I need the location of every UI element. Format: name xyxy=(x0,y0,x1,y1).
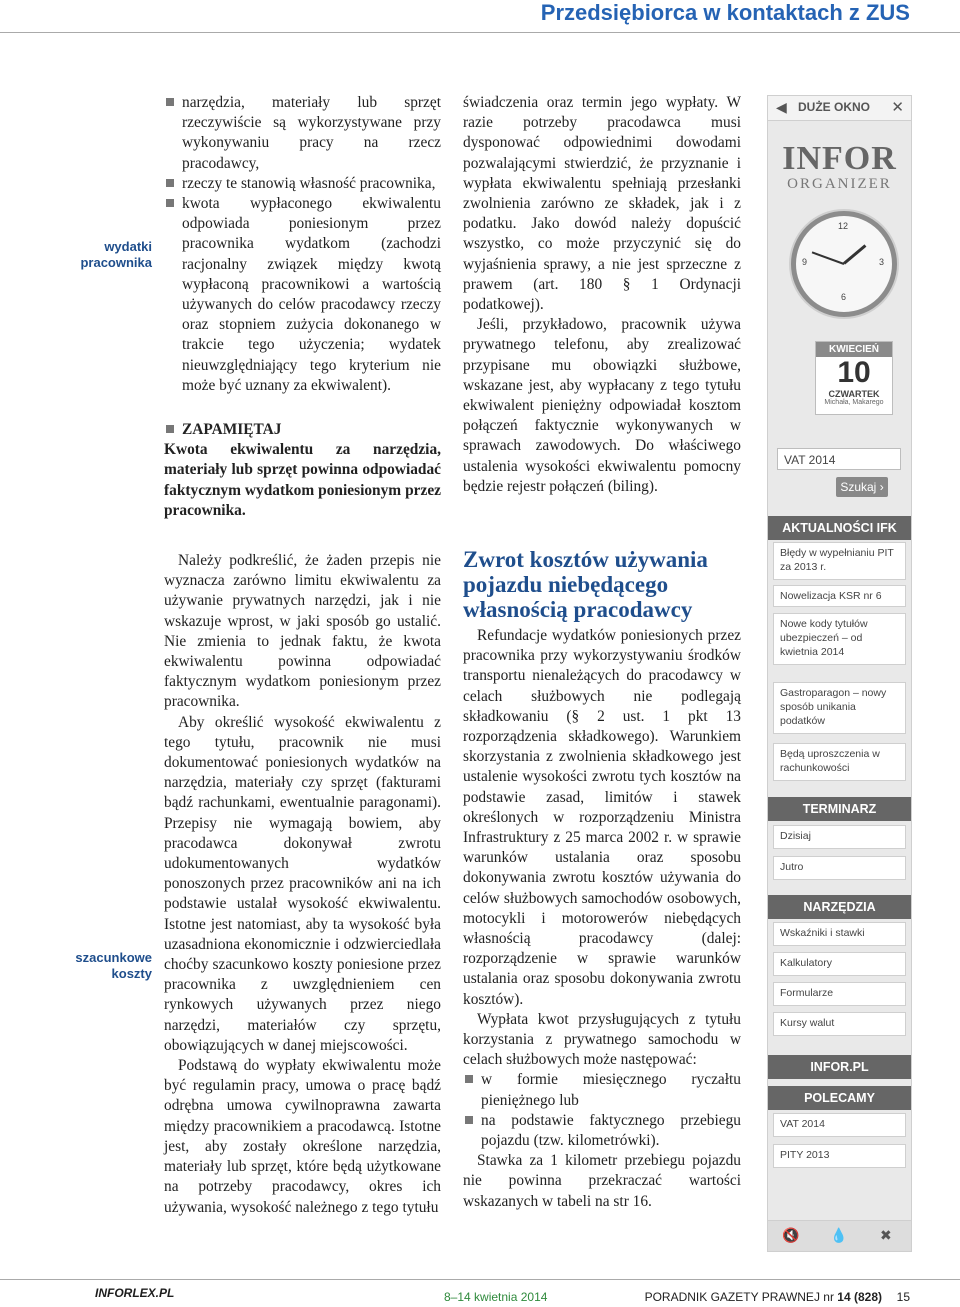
clock-number: 3 xyxy=(879,257,885,267)
widget-toolbar xyxy=(768,96,911,121)
tools-item[interactable]: Wskaźniki i stawki xyxy=(773,922,906,946)
tools-item[interactable]: Kalkulatory xyxy=(773,952,906,976)
list-item: rzeczy te stanowią własność pracownika, xyxy=(164,174,441,194)
chevron-right-icon: › xyxy=(879,480,884,494)
paragraph: Stawka za 1 kilometr przebiegu pojazdu nie powinna przekraczać wartości wskazanych w tabeli na str 16. xyxy=(463,1152,741,1210)
tools-header: NARZĘDZIA xyxy=(768,895,911,919)
subheading: Zwrot kosztów używania pojazdu niebędącego własnością pracodawcy xyxy=(463,547,708,622)
list-item: narzędzia, materiały lub sprzęt rzeczywiście są wykorzystywane przy wykonywaniu pracy na rzecz pracodawcy, xyxy=(164,93,441,174)
organizer-logo: ORGANIZER xyxy=(787,176,892,192)
news-item[interactable]: Błędy w wypełnianiu PIT za 2013 r. xyxy=(773,542,906,580)
issue-date: 8–14 kwietnia 2014 xyxy=(444,1290,548,1304)
page-header xyxy=(0,0,960,32)
calendar-name-day: Michała, Makarego xyxy=(824,399,884,406)
section-title: Przedsiębiorca w kontaktach z ZUS xyxy=(540,0,910,25)
news-item[interactable]: Będą uproszczenia w rachunkowości xyxy=(773,743,906,781)
terminarz-header: TERMINARZ xyxy=(768,797,911,821)
news-item[interactable]: Nowelizacja KSR nr 6 xyxy=(773,585,906,607)
large-window-button[interactable]: DUŻE OKNO xyxy=(798,100,870,114)
infor-pl-header[interactable]: INFOR.PL xyxy=(768,1055,911,1079)
drop-icon[interactable]: 💧 xyxy=(830,1227,848,1243)
paragraph: Refundacje wydatków poniesionych przez pracownika przy wykorzystywaniu środków transportu nienależących do pracodawcy w celach służbowych nie podlegają składkowaniu (§ 2 ust. 1 pkt 13 rozporządzenia składkowego). Warunkiem skorzystania z zwolnienia składkowego jest ustalenie wysokości zwrotu tych kosztów na podstawie zasad, limitów i stawek określonych w rozporządzeniu Ministra Infrastruktury z 25 marca 2002 r. w sprawie warunków ustalania oraz sposobu dokonywania zwrotu kosztów używania do celów służbowych samochodów osobowych, motocykli i motorowerów niebędących własnością pracodawcy (dalej: rozporządzenie w sprawie warunków ustalania oraz sposobu dokonywania zwrotu kosztów). xyxy=(463,627,741,1008)
clock xyxy=(791,211,897,317)
remember-text: Kwota ekwiwalentu za narzędzia, materiały lub sprzęt powinna odpowiadać faktycznym wydatkom poniesionym przez pracownika. xyxy=(164,441,441,519)
footer-rule xyxy=(0,1279,960,1280)
search-input[interactable]: VAT 2014 xyxy=(777,448,901,470)
paragraph: świadczenia oraz termin jego wypłaty. W razie potrzeby pracodawca musi dysponować odpowiednimi dowodami pozwalającymi stwierdzić, że przyznanie i wypłata ekwiwalentu spełniają przesłanki zwolnienia zarówno ze składek, jak i z podatku. Jako dowód należy dopuścić wszystko, co może przyczynić się do wyjaśnienia sprawy, a nie jest sprzeczne z prawem (art. 180 § 1 Ordynacji podatkowej). xyxy=(463,94,741,314)
mute-icon[interactable]: 🔇 xyxy=(782,1227,800,1243)
page-footer xyxy=(0,1268,960,1307)
paragraph: Aby określić wysokość ekwiwalentu z tego tytułu, pracownik nie musi dokumentować poniesionych wydatków na narzędzia, materiały czy sprzęt (fakturami bądź rachunkami, ewentualnie paragonami). Przepisy nie wymagają bowiem, aby pracodawca dokonywał zwrotu udokumentowanych wydatków ponoszonych przez pracowników ani na ich podstawie ustalał wysokość ekwiwalentu. Istotne jest natomiast, aby ta wysokość była uzasadniona ekonomicznie i odzwierciedlała choćby szacunkowo koszty poniesione przez pracownika z uwzględnieniem cen rynkowych używanych przez niego narzędzi, materiałów czy sprzętu, obowiązujących w danej miejscowości. xyxy=(164,713,441,1054)
calendar-weekday: CZWARTEK xyxy=(828,389,880,399)
paragraph: Jeśli, przykładowo, pracownik używa prywatnego telefonu, aby zrealizować przypisane mu obowiązki służbowe, wskazane jest, aby wypłacany z tego tytułu ekwiwalent pieniężny odpowiadał kosztom połączeń faktycznie wykonywanych w sprawach zawodowych. Do właściwego ustalenia wysokości ekwiwalentu pomocny będzie rejestr połączeń (biling). xyxy=(463,316,741,495)
clock-number: 6 xyxy=(841,292,847,302)
publication-name: PORADNIK GAZETY PRAWNEJ nr 14 (828) xyxy=(644,1290,882,1304)
column-2-top xyxy=(463,93,741,497)
clock-minute-hand xyxy=(812,251,845,265)
tools-item[interactable]: Formularze xyxy=(773,982,906,1006)
infor-logo: INFOR xyxy=(782,140,897,177)
column-1-bottom xyxy=(164,551,441,1218)
list-item: w formie miesięcznego ryczałtu pieniężnego lub xyxy=(463,1070,741,1110)
column-2-bottom xyxy=(463,547,741,1212)
close-icon[interactable]: ✕ xyxy=(891,99,904,116)
clock-number: 12 xyxy=(838,221,849,231)
search-button[interactable]: Szukaj › xyxy=(836,477,888,497)
news-item[interactable]: Gastroparagon – nowy sposób unikania podatków xyxy=(773,682,906,734)
calendar-card xyxy=(815,341,893,415)
close-icon[interactable]: ✖ xyxy=(880,1227,892,1243)
margin-note-estimated-costs: szacunkowe koszty xyxy=(75,950,152,981)
calendar-month: KWIECIEŃ xyxy=(816,342,892,357)
list-item: kwota wypłaconego ekwiwalentu odpowiada poniesionym przez pracownika wydatkom (zachodzi racjonalny związek między kwotą wypłaconą pracownikowi a wartością używanych do celów pracodawcy rzeczy oraz stopniem zużycia dokonanego w trakcie tego użyczenia; wydatek nieuwzględniający tego kryterium nie może być uznany za ekwiwalent). xyxy=(164,194,441,396)
payment-forms-list xyxy=(463,1070,741,1151)
remember-box xyxy=(164,420,441,521)
widget-bottom-bar xyxy=(768,1220,911,1251)
terminarz-item[interactable]: Dzisiaj xyxy=(773,825,906,849)
back-arrow-icon[interactable]: ◀ xyxy=(776,99,787,115)
paragraph: Wypłata kwot przysługujących z tytułu korzystania z prywatnego samochodu w celach służbowych może następować: xyxy=(463,1010,741,1069)
paragraph: Podstawą do wypłaty ekwiwalentu może być regulamin pracy, umowa o pracę bądź odrębna umowa cywilnoprawna zawarta między pracownikiem a pracodawcą. Istotne jest, aby zostały określone narzędzia, materiały lub sprzęt, które będą użytkowane na potrzeby pracodawcy, okres ich używania, wysokość należnego z tego tytułu xyxy=(164,1057,441,1216)
header-rule xyxy=(0,32,960,33)
remember-title: ZAPAMIĘTAJ xyxy=(164,420,441,440)
recommend-item[interactable]: VAT 2014 xyxy=(773,1113,906,1137)
conditions-list xyxy=(164,93,441,396)
paragraph: Należy podkreślić, że żaden przepis nie wyznacza zarówno limitu ekwiwalentu za używanie prywatnych narzędzi, jak i nie wskazuje wprost, w jaki sposób go ustalić. Nie zmienia to jednak faktu, że kwota ekwiwalentu powinna odpowiadać faktycznym wydatkom poniesionym przez pracownika. xyxy=(164,552,441,711)
column-1-top xyxy=(164,93,441,521)
recommend-item[interactable]: PITY 2013 xyxy=(773,1144,906,1168)
inforlex-logo: INFORLEX.PL xyxy=(95,1286,175,1300)
terminarz-item[interactable]: Jutro xyxy=(773,856,906,880)
calendar-day: 10 xyxy=(837,356,871,389)
recommend-header: POLECAMY xyxy=(768,1086,911,1110)
list-item: na podstawie faktycznego przebiegu pojazdu (tzw. kilometrówki). xyxy=(463,1111,741,1151)
news-item[interactable]: Nowe kody tytułów ubezpieczeń – od kwietnia 2014 xyxy=(773,613,906,665)
page-number: 15 xyxy=(896,1290,910,1304)
news-header: AKTUALNOŚCI IFK xyxy=(768,516,911,540)
tools-item[interactable]: Kursy walut xyxy=(773,1012,906,1036)
infor-organizer-widget xyxy=(767,95,912,1252)
clock-number: 9 xyxy=(802,257,808,267)
margin-note-expenses: wydatki pracownika xyxy=(80,239,152,270)
clock-hour-hand xyxy=(843,244,866,264)
